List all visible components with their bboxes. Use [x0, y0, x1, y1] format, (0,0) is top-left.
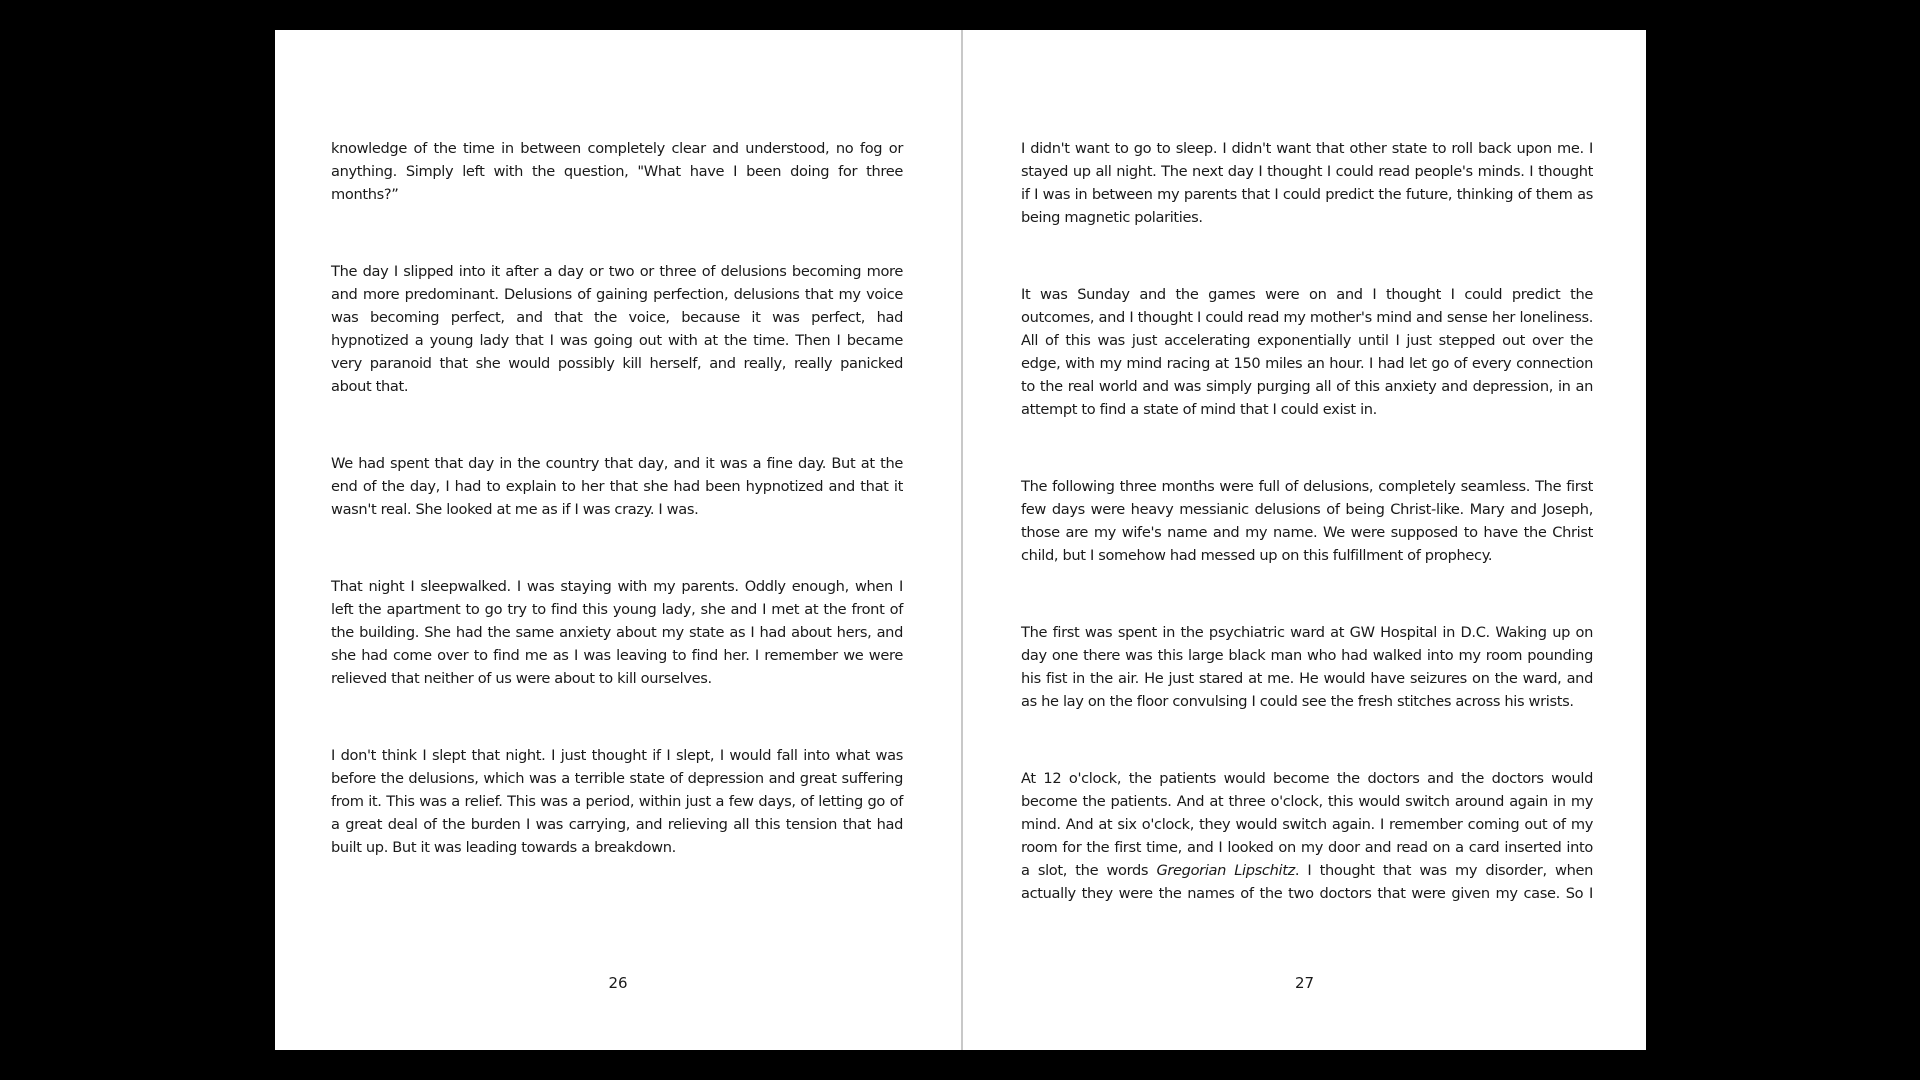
paragraph: It was Sunday and the games were on and I thought I could predict the outcomes, and I thought I could read my mother's mind and sense her loneliness. All of this was just accelerating exponentially until I just stepped out over the edge, with my mind racing at 150 miles an hour. I had let go of every connection to the real world and was simply purging all of this anxiety and depression, in an attempt to find a state of mind that I could exist in.: [1021, 286, 1593, 418]
right-page-text: [1021, 137, 1593, 959]
page-number: 26: [608, 974, 628, 992]
paragraph: That night I sleepwalked. I was staying with my parents. Oddly enough, when I left the apartment to go try to find this young lady, she and I met at the front of the building. She had the same anxiety about my state as I had about hers, and she had come over to find me as I was leaving to find her. I remember we were relieved that neither of us were about to kill ourselves.: [331, 578, 903, 687]
paragraph-text: At 12 o'clock, the patients would become the doctors and the doctors would become the patients. And at three o'clock, this would switch around again in my mind. And at six o'clock, they would switch again. I remember coming out of my room for the first time, and I looked on my door and read on a card inserted into a slot, the words: [1021, 770, 1593, 879]
page-number: 27: [1294, 974, 1315, 992]
paragraph: knowledge of the time in between completely clear and understood, no fog or anything. Simply left with the question, "What have I been doing for three months?”: [331, 140, 903, 203]
paragraph: We had spent that day in the country that day, and it was a fine day. But at the end of the day, I had to explain to her that she had been hypnotized and that it wasn't real. She looked at me as if I was crazy. I was.: [331, 455, 903, 518]
paragraph: The first was spent in the psychiatric ward at GW Hospital in D.C. Waking up on day one there was this large black man who had walked into my room pounding his fist in the air. He just stared at me. He would have seizures on the ward, and as he lay on the floor convulsing I could see the fresh stitches across his wrists.: [1021, 624, 1593, 710]
left-page-text: [331, 137, 903, 913]
paragraph: I don't think I slept that night. I just thought if I slept, I would fall into what was before the delusions, which was a terrible state of depression and great suffering from it. This was a relief. This was a period, within just a few days, of letting go of a great deal of the burden I was carrying, and relieving all this tension that had built up. But it was leading towards a breakdown.: [331, 747, 903, 856]
italic-name: Gregorian Lipschitz: [1156, 862, 1295, 879]
paragraph-text: . I thought that was my disorder, when actually they were the names of the two doctors that were given my case. So I: [1021, 862, 1594, 902]
left-page: [275, 30, 961, 1050]
paragraph: I didn't want to go to sleep. I didn't want that other state to roll back upon me. I stayed up all night. The next day I thought I could read people's minds. I thought if I was in between my parents that I could predict the future, thinking of them as being magnetic polarities.: [1021, 140, 1593, 226]
paragraph: The following three months were full of delusions, completely seamless. The first few days were heavy messianic delusions of being Christ-like. Mary and Joseph, those are my wife's name and my name. We were supposed to have the Christ child, but I somehow had messed up on this fulfillment of prophecy.: [1021, 478, 1593, 564]
right-page: [963, 30, 1646, 1050]
page-spread: [275, 30, 1646, 1050]
paragraph: [1021, 767, 1593, 905]
paragraph: The day I slipped into it after a day or two or three of delusions becoming more and more predominant. Delusions of gaining perfection, delusions that my voice was becoming perfect, and that the voice, because it was perfect, had hypnotized a young lady that I was going out with at the time. Then I became very paranoid that she would possibly kill herself, and really, really panicked about that.: [331, 263, 903, 395]
